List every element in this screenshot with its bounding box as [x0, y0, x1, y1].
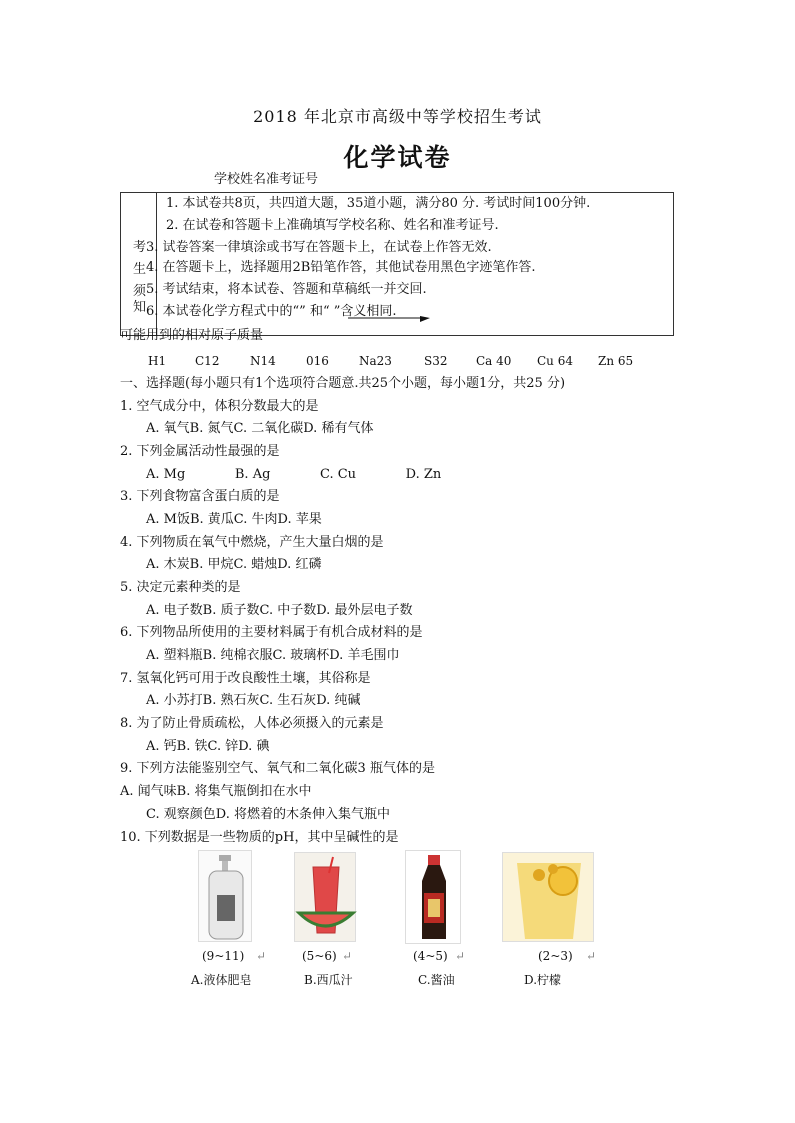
atomic-mass-item: Na23 — [359, 354, 392, 368]
question-options: A. 木炭B. 甲烷C. 蜡烛D. 红磷 — [146, 557, 322, 572]
notice-label-char: 知 — [133, 300, 147, 315]
question-stem: 4. 下列物质在氧气中燃烧，产生大量白烟的是 — [120, 535, 384, 550]
option-label: A.液体肥皂 — [191, 973, 252, 987]
notice-label-char: 生 — [133, 262, 147, 277]
question-options: A. 塑料瓶B. 纯棉衣服C. 玻璃杯D. 羊毛围巾 — [146, 648, 400, 663]
option-label: C.酱油 — [418, 973, 455, 987]
atomic-mass-item: Zn 65 — [598, 354, 634, 368]
question-options: A. 闻气味B. 将集气瓶倒扣在水中 — [120, 784, 312, 799]
soy-sauce-image — [405, 850, 461, 944]
question-options: A. M饭B. 黄瓜C. 牛肉D. 苹果 — [146, 512, 322, 527]
notice-item: 3. 试卷答案一律填涂或书写在答题卡上，在试卷上作答无效. — [146, 240, 492, 255]
question-options: C. 观察颜色D. 将燃着的木条伸入集气瓶中 — [146, 807, 390, 822]
question-options: A. 电子数B. 质子数C. 中子数D. 最外层电子数 — [146, 603, 413, 618]
watermelon-juice-image — [294, 852, 356, 942]
atomic-mass-item: H1 — [148, 354, 167, 368]
atomic-mass-item: C12 — [195, 354, 220, 368]
question-stem: 10. 下列数据是一些物质的pH，其中呈碱性的是 — [120, 830, 399, 845]
question-stem: 6. 下列物品所使用的主要材料属于有机合成材料的是 — [120, 625, 423, 640]
ph-value: (4~5) — [413, 949, 448, 963]
atomic-mass-label: 可能用到的相对原子质量 — [120, 328, 264, 343]
return-mark-icon: ↵ — [455, 949, 466, 963]
question-options: A. 小苏打B. 熟石灰C. 生石灰D. 纯碱 — [146, 693, 361, 708]
atomic-mass-item: N14 — [250, 354, 276, 368]
question-stem: 1. 空气成分中，体积分数最大的是 — [120, 399, 319, 414]
notice-item: 1. 本试卷共8页，共四道大题，35道小题，满分80 分. 考试时间100分钟. — [166, 196, 591, 211]
question-stem: 7. 氢氧化钙可用于改良酸性土壤，其俗称是 — [120, 671, 371, 686]
liquid-soap-image — [198, 850, 252, 942]
question-stem: 9. 下列方法能鉴别空气、氧气和二氧化碳3 瓶气体的是 — [120, 761, 435, 776]
notice-item: 4. 在答题卡上，选择题用2B铅笔作答，其他试卷用黑色字迹笔作答. — [146, 260, 536, 275]
question-options: A. 钙B. 铁C. 锌D. 碘 — [146, 739, 270, 754]
return-mark-icon: ↵ — [586, 949, 597, 963]
atomic-mass-item: S32 — [424, 354, 448, 368]
student-info-line: 学校姓名准考证号 — [214, 172, 319, 187]
question-stem: 5. 决定元素种类的是 — [120, 580, 241, 595]
return-mark-icon: ↵ — [256, 949, 267, 963]
ph-value: (9~11) — [202, 949, 245, 963]
question-stem: 2. 下列金属活动性最强的是 — [120, 444, 280, 459]
question-stem: 8. 为了防止骨质疏松，人体必须摄入的元素是 — [120, 716, 384, 731]
notice-label-char: 须 — [133, 284, 147, 299]
option-label: D.柠檬 — [524, 973, 562, 987]
option-label: B.西瓜汁 — [304, 973, 353, 987]
lemon-drink-image — [502, 852, 594, 942]
question-stem: 3. 下列食物富含蛋白质的是 — [120, 489, 280, 504]
question-options: A. Mg B. Ag C. Cu D. Zn — [146, 467, 442, 482]
section-heading: 一、选择题(每小题只有1个选项符合题意.共25个小题，每小题1分，共25 分) — [120, 376, 566, 391]
notice-item: 2. 在试卷和答题卡上准确填写学校名称、姓名和准考证号. — [166, 218, 499, 233]
question-options: A. 氧气B. 氮气C. 二氧化碳D. 稀有气体 — [146, 421, 374, 436]
equation-arrow-icon — [344, 316, 434, 324]
return-mark-icon: ↵ — [342, 949, 353, 963]
notice-item: 5. 考试结束，将本试卷、答题和草稿纸一并交回. — [146, 282, 427, 297]
notice-label-char: 考 — [133, 240, 147, 255]
ph-value: (2~3) — [538, 949, 573, 963]
ph-value: (5~6) — [302, 949, 337, 963]
notice-item: 6. 本试卷化学方程式中的“” 和“ ”含义相同. — [146, 304, 397, 319]
atomic-mass-item: 016 — [306, 354, 329, 368]
exam-title: 2018 年北京市高级中等学校招生考试 — [253, 107, 542, 126]
atomic-mass-item: Ca 40 — [476, 354, 512, 368]
atomic-mass-item: Cu 64 — [537, 354, 573, 368]
paper-subtitle: 化学试卷 — [343, 143, 452, 172]
